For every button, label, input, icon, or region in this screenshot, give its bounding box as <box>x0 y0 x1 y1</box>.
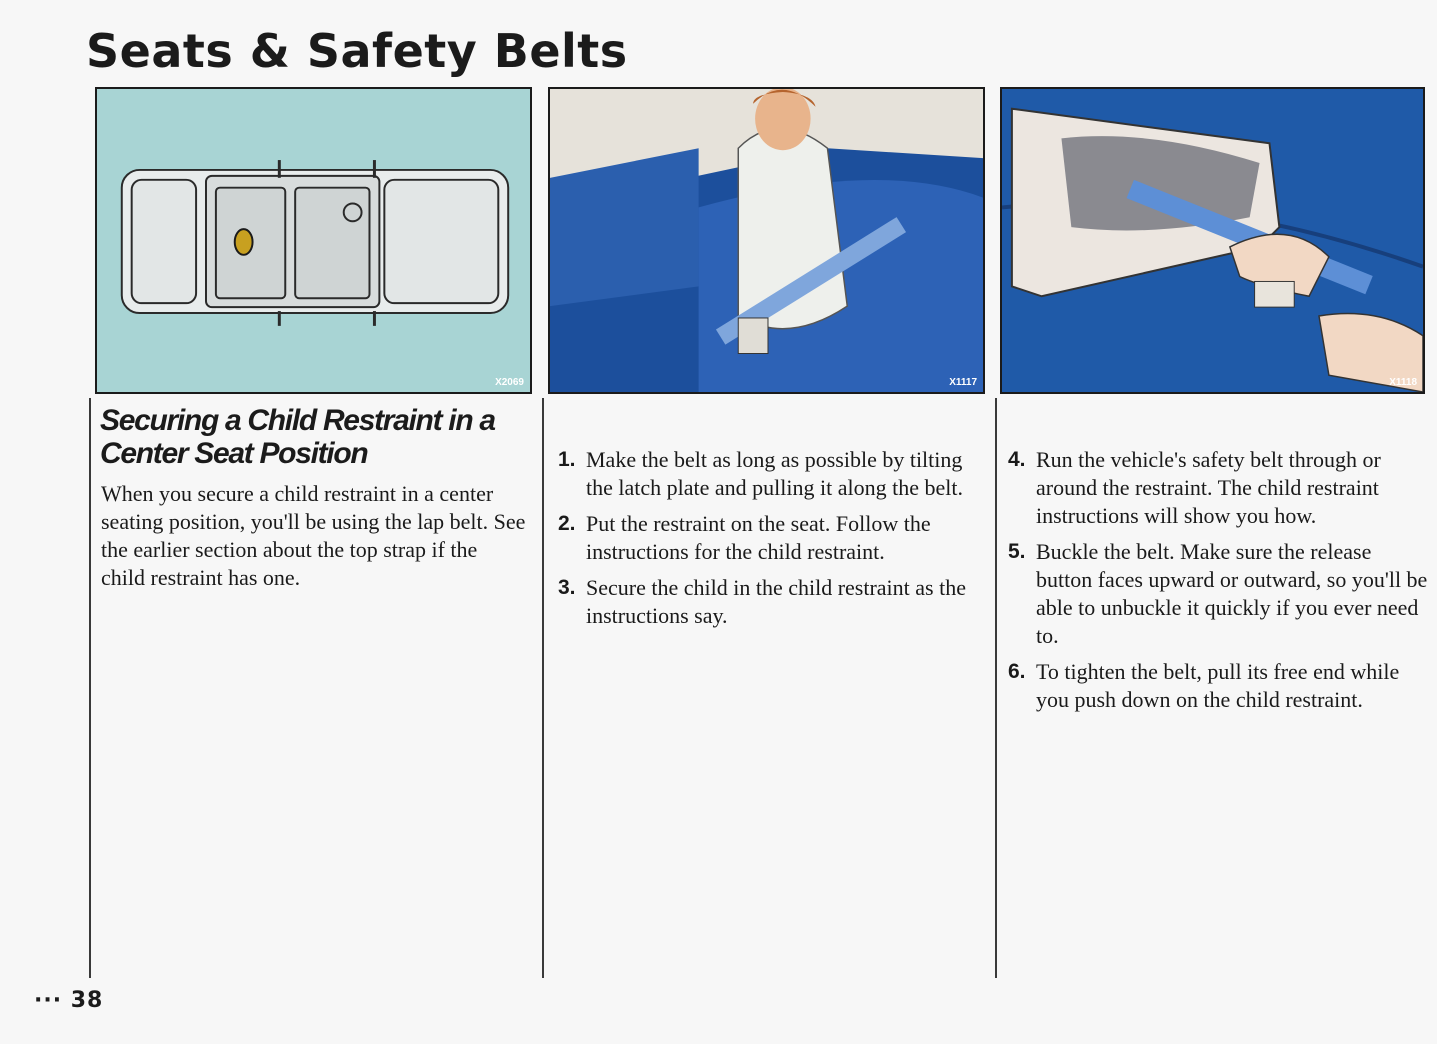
step-number: 6. <box>1008 660 1026 683</box>
steps-list-2 <box>1008 446 1433 722</box>
step-number: 1. <box>558 448 576 471</box>
step-item <box>1008 538 1433 650</box>
figure-code: X2069 <box>495 377 524 388</box>
car-top-view-illustration <box>95 87 532 394</box>
belt-through-restraint-illustration <box>1000 87 1425 394</box>
column-rule-middle <box>542 398 544 978</box>
woman-buckling-belt-illustration <box>548 87 985 394</box>
step-item <box>1008 658 1433 714</box>
section-heading: Securing a Child Restraint in a Center Seat Position <box>100 404 495 470</box>
step-item <box>558 446 983 502</box>
column-rule-left <box>89 398 91 978</box>
page-title: Seats & Safety Belts <box>86 24 628 78</box>
step-text: Put the restraint on the seat. Follow the instructions for the child restraint. <box>586 511 931 564</box>
step-number: 5. <box>1008 540 1026 563</box>
page-number: ··· 38 <box>34 988 104 1013</box>
intro-paragraph: When you secure a child restraint in a center seating position, you'll be using the lap belt. See the earlier section about the top strap if the child restraint has one. <box>101 481 526 590</box>
step-item <box>1008 446 1433 530</box>
step-text: Secure the child in the child restraint as the instructions say. <box>586 575 966 628</box>
step-item <box>558 574 983 630</box>
step-number: 4. <box>1008 448 1026 471</box>
column-rule-right <box>995 398 997 978</box>
step-text: To tighten the belt, pull its free end while you push down on the child restraint. <box>1036 659 1400 712</box>
step-number: 2. <box>558 512 576 535</box>
step-text: Run the vehicle's safety belt through or around the restraint. The child restraint instructions will show you how. <box>1036 447 1381 528</box>
steps-list-1 <box>558 446 983 638</box>
step-text: Make the belt as long as possible by tilting the latch plate and pulling it along the belt. <box>586 447 963 500</box>
figure-code: X1118 <box>1389 377 1417 388</box>
step-text: Buckle the belt. Make sure the release button faces upward or outward, so you'll be able to unbuckle it quickly if you ever need to. <box>1036 539 1428 648</box>
figure-code: X1117 <box>949 377 977 388</box>
step-item <box>558 510 983 566</box>
step-number: 3. <box>558 576 576 599</box>
